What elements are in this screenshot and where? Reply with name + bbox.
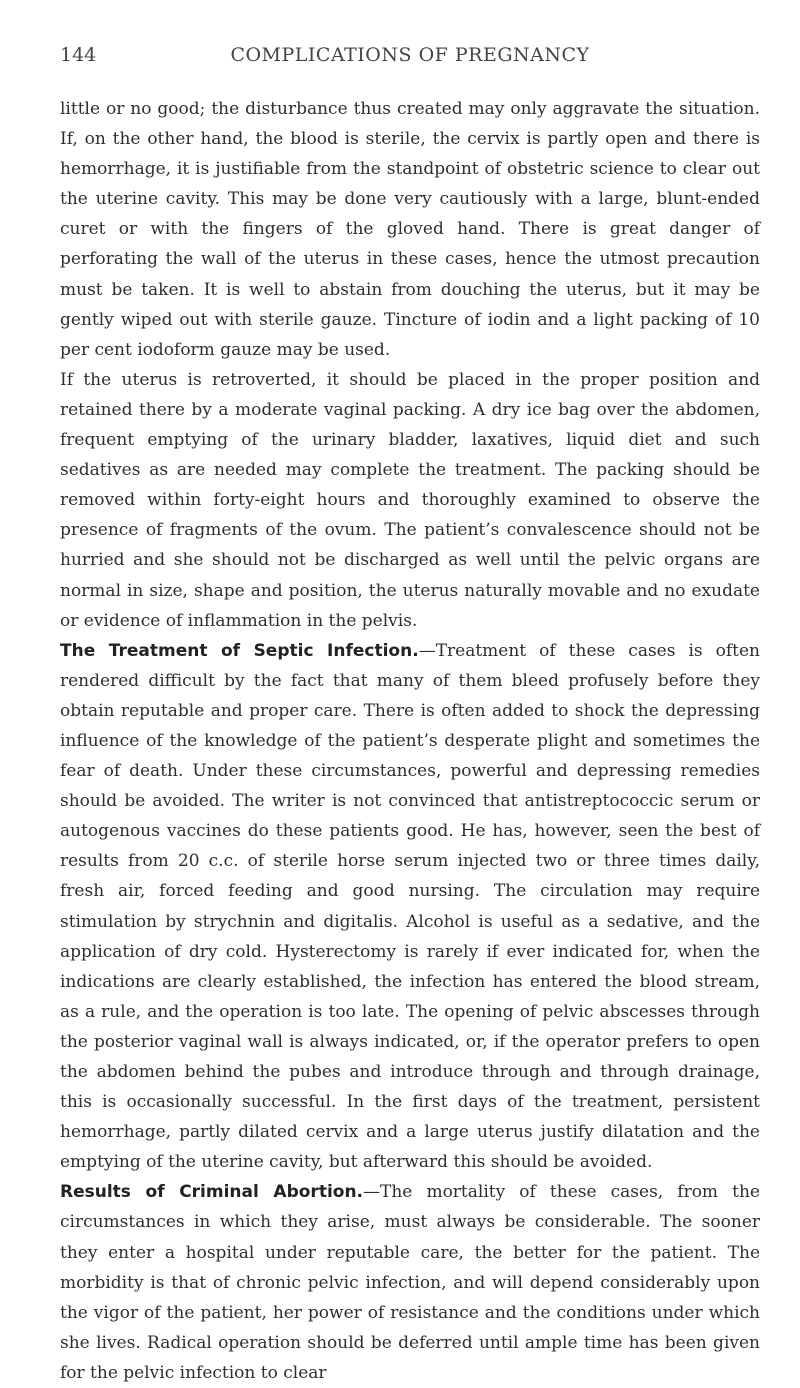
paragraph xyxy=(60,1177,760,1388)
paragraph-text: —The mortality of these cases, from the circumstances in which they arise, must always be considerable. The sooner they enter a hospital under reputable care, the better for the patient. The morbidity is that of chronic pelvic infection, and will depend considerably upon the vigor of the patient, her power of resistance and the conditions under which she lives. Radical operation should be deferred until ample time has been given for the pelvic infection to clear xyxy=(60,1182,760,1383)
body-text xyxy=(60,94,760,1388)
section-heading: Results of Criminal Abortion. xyxy=(60,1182,364,1203)
paragraph-text: —Treatment of these cases is often rendered difficult by the fact that many of them bleed profusely before they obtain reputable and proper care. There is often added to shock the depressing influence of the knowledge of the patient’s desperate plight and sometimes the fear of death. Under these circumstances, powerful and depressing remedies should be avoided. The writer is not convinced that antistreptococcic serum or autogenous vaccines do these patients good. He has, however, seen the best of results from 20 c.c. of sterile horse serum injected two or three times daily, fresh air, forced feeding and good nursing. The circulation may require stimulation by strychnin and digitalis. Alcohol is useful as a sedative, and the application of dry cold. Hysterectomy is rarely if ever indicated for, when the indications are clearly established, the infection has entered the blood stream, as a rule, and the operation is too late. The opening of pelvic abscesses through the posterior vaginal wall is always indicated, or, if the operator prefers to open the abdomen behind the pubes and introduce through and through drainage, this is occasionally successful. In the first days of the treatment, persistent hemorrhage, partly dilated cervix and a large uterus justify dilatation and the emptying of the uterine cavity, but afterward this should be avoided. xyxy=(60,640,760,1173)
paragraph-text: little or no good; the disturbance thus created may only aggravate the situation. If, on the other hand, the blood is sterile, the cervix is partly open and there is hemorrhage, it is justifiable from the standpoint of obstetric science to clear out the uterine cavity. This may be done very cautiously with a large, blunt-ended curet or with the fingers of the gloved hand. There is great danger of perforating the wall of the uterus in these cases, hence the utmost precaution must be taken. It is well to abstain from douching the uterus, but it may be gently wiped out with sterile gauze. Tincture of iodin and a light packing of 10 per cent iodoform gauze may be used. xyxy=(60,99,760,360)
section-heading: The Treatment of Septic Infection. xyxy=(60,640,419,661)
page-header xyxy=(60,44,760,74)
paragraph-text: If the uterus is retroverted, it should be placed in the proper position and retained there by a moderate vaginal packing. A dry ice bag over the abdomen, frequent emptying of the urinary bladder, laxatives, liquid diet and such sedatives as are needed may complete the treatment. The packing should be removed within forty-eight hours and thoroughly examined to observe the presence of fragments of the ovum. The patient’s convalescence should not be hurried and she should not be discharged as well until the pelvic organs are normal in size, shape and position, the uterus naturally movable and no exudate or evidence of inflammation in the pelvis. xyxy=(60,369,760,631)
page-number: 144 xyxy=(60,44,97,66)
running-title: COMPLICATIONS OF PREGNANCY xyxy=(230,44,590,66)
paragraph xyxy=(60,636,760,1178)
paragraph xyxy=(60,365,760,636)
paragraph xyxy=(60,94,760,365)
